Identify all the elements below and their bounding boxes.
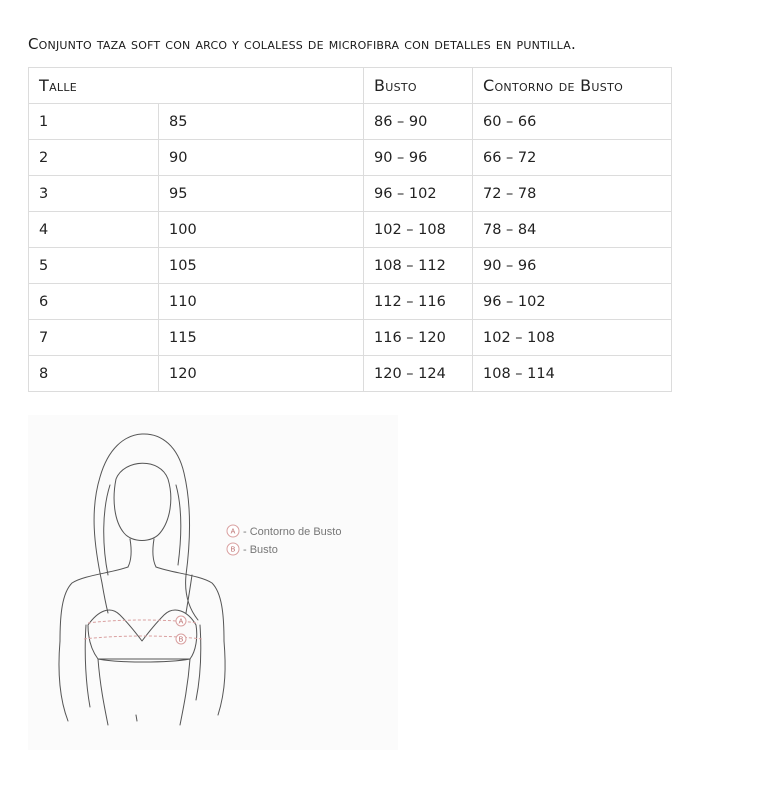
cell-contorno: 66 – 72: [473, 140, 672, 176]
table-row: [29, 356, 672, 392]
cell-busto: 120 – 124: [364, 356, 473, 392]
cell-busto: 86 – 90: [364, 104, 473, 140]
hair-inner-right: [176, 485, 181, 565]
marker-a: [176, 616, 186, 626]
strap-left: [102, 583, 108, 613]
marker-b: [176, 634, 186, 644]
cell-medida: 120: [159, 356, 364, 392]
table-row: [29, 320, 672, 356]
header-talle: Talle: [29, 68, 364, 104]
cell-medida: 110: [159, 284, 364, 320]
cell-busto: 102 – 108: [364, 212, 473, 248]
legend-item-busto: [227, 543, 278, 556]
shoulder-left: [60, 567, 128, 641]
arm-right: [218, 641, 225, 715]
table-row: [29, 176, 672, 212]
cell-talle: 1: [29, 104, 159, 140]
navel: [136, 715, 137, 721]
cell-talle: 8: [29, 356, 159, 392]
header-busto: Busto: [364, 68, 473, 104]
table-row: [29, 140, 672, 176]
cell-talle: 6: [29, 284, 159, 320]
cell-contorno: 102 – 108: [473, 320, 672, 356]
table-row: [29, 212, 672, 248]
cell-contorno: 60 – 66: [473, 104, 672, 140]
cell-medida: 95: [159, 176, 364, 212]
neck-right: [153, 539, 156, 567]
cell-medida: 85: [159, 104, 364, 140]
cell-medida: 115: [159, 320, 364, 356]
shoulder-right: [156, 567, 224, 641]
cell-busto: 96 – 102: [364, 176, 473, 212]
cell-talle: 5: [29, 248, 159, 284]
arm-left: [59, 641, 68, 721]
cell-medida: 100: [159, 212, 364, 248]
cell-contorno: 96 – 102: [473, 284, 672, 320]
cell-busto: 90 – 96: [364, 140, 473, 176]
face-outline: [114, 463, 171, 540]
cell-contorno: 90 – 96: [473, 248, 672, 284]
legend-letter-b: B: [230, 546, 236, 554]
cell-talle: 2: [29, 140, 159, 176]
torso-right: [180, 659, 190, 725]
marker-b-letter: B: [178, 636, 184, 644]
legend-letter-a: A: [230, 528, 236, 536]
bust-measurement-sketch: [28, 415, 398, 750]
hair-inner-left: [104, 485, 110, 575]
legend-label-contorno: - Contorno de Busto: [243, 526, 342, 538]
size-table: [28, 67, 672, 392]
table-row: [29, 284, 672, 320]
product-title: Conjunto taza soft con arco y colaless de microfibra con detalles en puntilla.: [28, 35, 576, 53]
cell-contorno: 78 – 84: [473, 212, 672, 248]
size-table-header-row: [29, 68, 672, 104]
measurement-illustration: [28, 415, 398, 750]
cell-talle: 4: [29, 212, 159, 248]
cell-busto: 108 – 112: [364, 248, 473, 284]
legend: [227, 525, 341, 556]
cell-contorno: 72 – 78: [473, 176, 672, 212]
header-contorno: Contorno de Busto: [473, 68, 672, 104]
legend-item-contorno: [227, 525, 341, 538]
marker-a-letter: A: [178, 618, 184, 626]
legend-label-busto: - Busto: [243, 544, 278, 556]
cell-talle: 3: [29, 176, 159, 212]
cell-talle: 7: [29, 320, 159, 356]
cell-busto: 116 – 120: [364, 320, 473, 356]
cell-busto: 112 – 116: [364, 284, 473, 320]
neck-left: [128, 539, 131, 567]
table-row: [29, 104, 672, 140]
hair-outline: [94, 434, 198, 620]
torso-left: [98, 659, 108, 725]
cell-medida: 105: [159, 248, 364, 284]
cell-medida: 90: [159, 140, 364, 176]
cell-contorno: 108 – 114: [473, 356, 672, 392]
table-row: [29, 248, 672, 284]
